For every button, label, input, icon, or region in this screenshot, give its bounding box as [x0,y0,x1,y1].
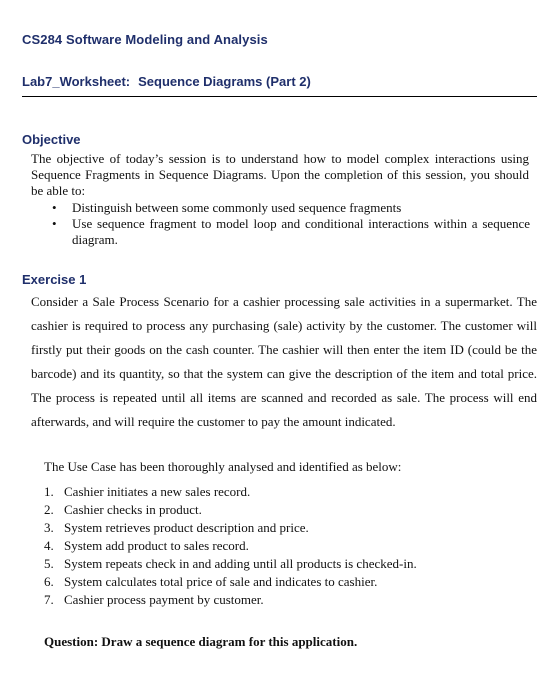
list-item [44,555,524,573]
bullet-icon: • [52,200,57,215]
bullet-text: Distinguish between some commonly used sequence fragments [72,200,402,215]
step-text: System calculates total price of sale and indicates to cashier. [64,574,378,589]
list-item [44,591,524,609]
objective-heading: Objective [22,132,81,147]
usecase-step-list [44,483,524,609]
question-text: Question: Draw a sequence diagram for this application. [44,634,358,649]
step-number: 2. [44,502,54,517]
step-number: 7. [44,592,54,607]
step-number: 6. [44,574,54,589]
course-title: CS284 Software Modeling and Analysis [22,32,268,47]
step-number: 3. [44,520,54,535]
list-item [44,501,524,519]
list-item [44,537,524,555]
step-text: Cashier checks in product. [64,502,202,517]
step-number: 4. [44,538,54,553]
list-item [52,216,530,248]
lab-title: Sequence Diagrams (Part 2) [138,74,311,89]
bullet-icon: • [52,216,57,231]
list-item [44,573,524,591]
lab-title-line [22,74,311,89]
step-number: 5. [44,556,54,571]
list-item [52,200,530,216]
header-divider [22,96,537,97]
objective-bullet-list [52,200,530,248]
step-text: System repeats check in and adding until all products is checked-in. [64,556,417,571]
bullet-text: Use sequence fragment to model loop and conditional interactions within a sequence diagram. [72,216,530,247]
step-text: Cashier initiates a new sales record. [64,484,251,499]
lab-id: Lab7_Worksheet: [22,74,131,89]
objective-text: The objective of today’s session is to understand how to model complex interactions using Sequence Fragments in Sequence Diagrams. Upon the completion of this session, you should be able to: [31,151,529,198]
step-text: System add product to sales record. [64,538,249,553]
step-text: Cashier process payment by customer. [64,592,264,607]
list-item [44,483,524,501]
step-text: System retrieves product description and price. [64,520,309,535]
list-item [44,519,524,537]
step-number: 1. [44,484,54,499]
exercise-heading: Exercise 1 [22,272,87,287]
usecase-intro: The Use Case has been thoroughly analysed and identified as below: [44,459,402,474]
exercise-text: Consider a Sale Process Scenario for a cashier processing sale activities in a supermarket. The cashier is required to process any purchasing (sale) activity by the customer. The customer will firstly put their goods on the cash counter. The cashier will then enter the item ID (could be the barcode) and its quantity, so that the system can give the description of the item and total price. The process is repeated until all items are scanned and recorded as sale. The process will end afterwards, and will require the customer to pay the amount indicated. [31,294,537,429]
